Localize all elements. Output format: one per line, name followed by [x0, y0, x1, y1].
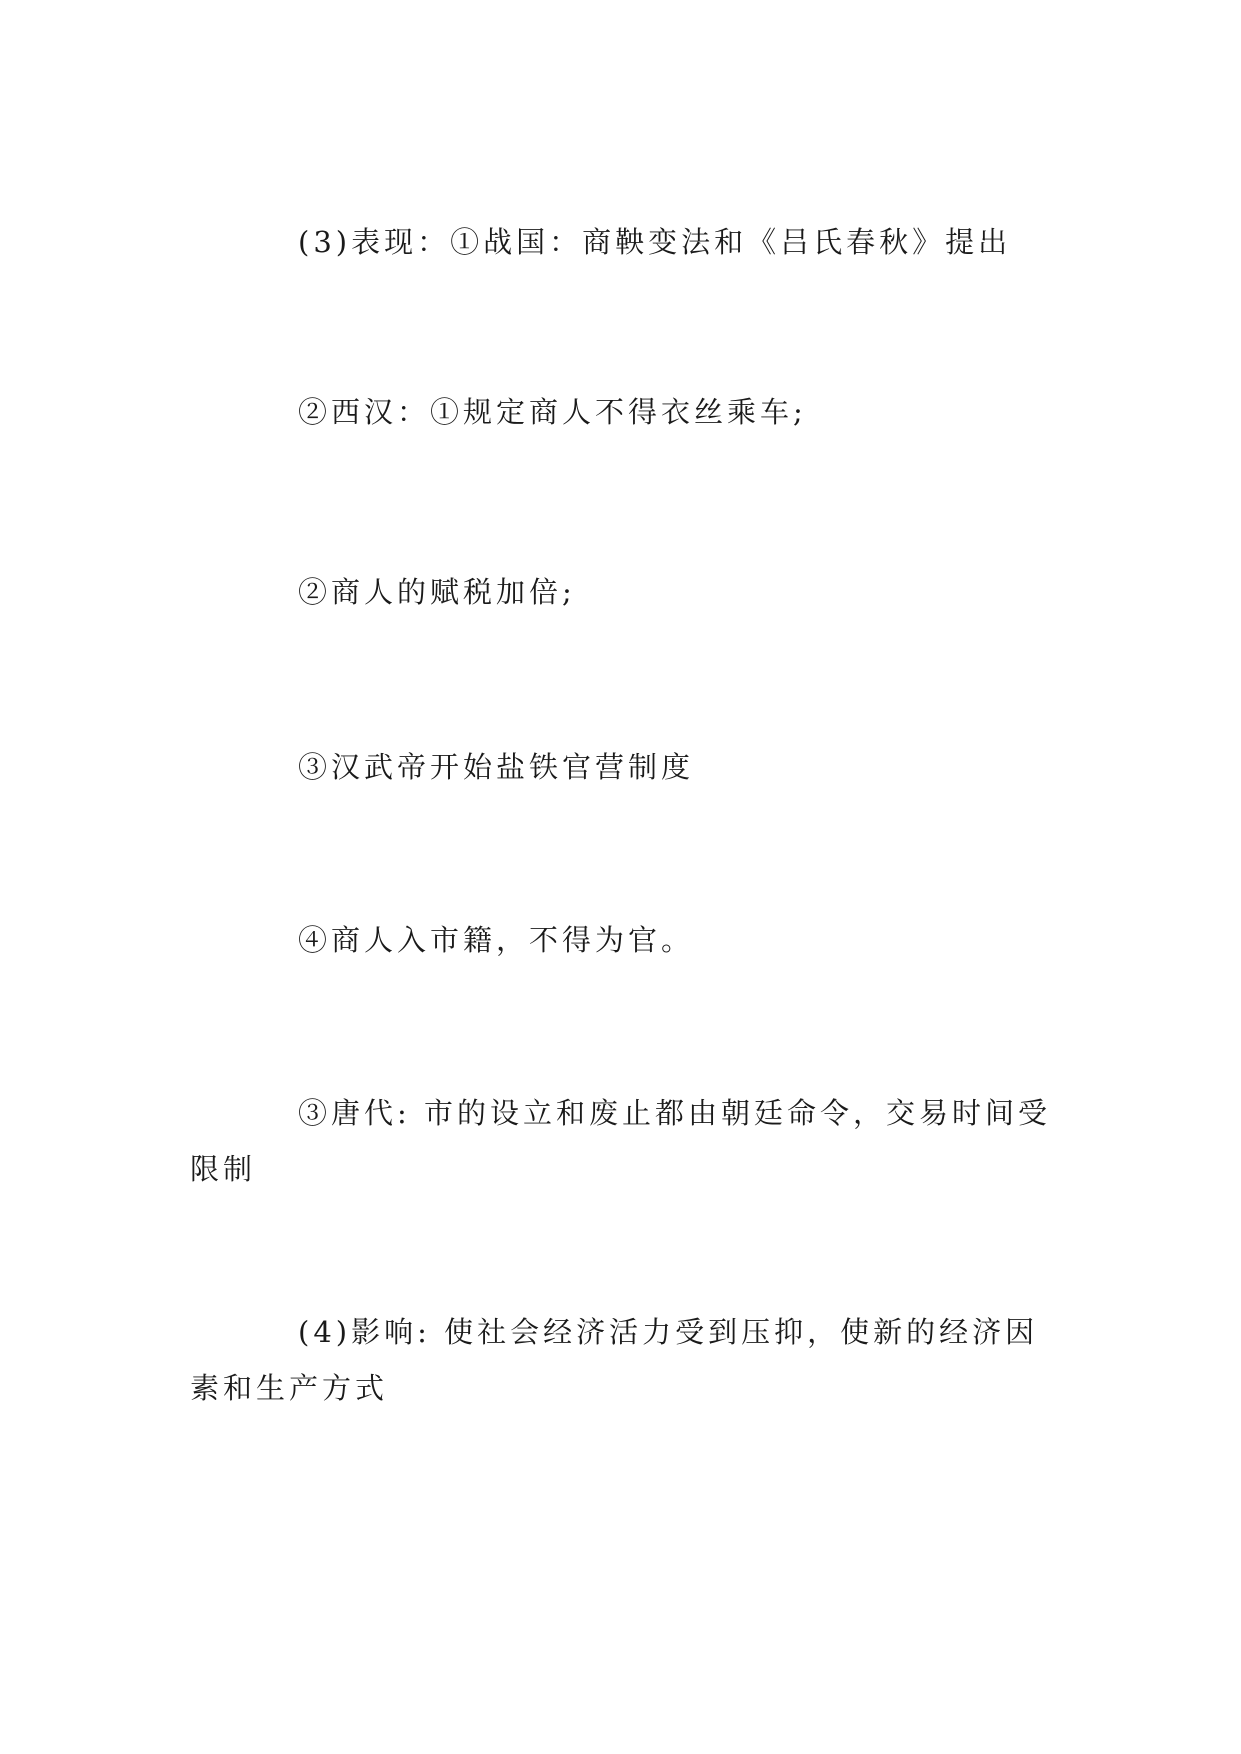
paragraph-merchant-taxes: ②商人的赋税加倍; — [298, 575, 576, 609]
paragraph-tang-dynasty: ③唐代: 市的设立和废止都由朝廷命令，交易时间受限制 — [190, 1096, 1051, 1186]
paragraph-western-han: ②西汉：①规定商人不得衣丝乘车; — [298, 395, 807, 429]
paragraph-influence: (4)影响: 使社会经济活力受到压抑，使新的经济因素和生产方式 — [190, 1315, 1039, 1405]
paragraph-salt-iron-monopoly: ③汉武帝开始盐铁官营制度 — [298, 750, 695, 784]
paragraph-market-registry: ④商人入市籍，不得为官。 — [298, 923, 695, 957]
paragraph-manifestations-warring-states: (3)表现：①战国：商鞅变法和《吕氏春秋》提出 — [298, 225, 1012, 259]
